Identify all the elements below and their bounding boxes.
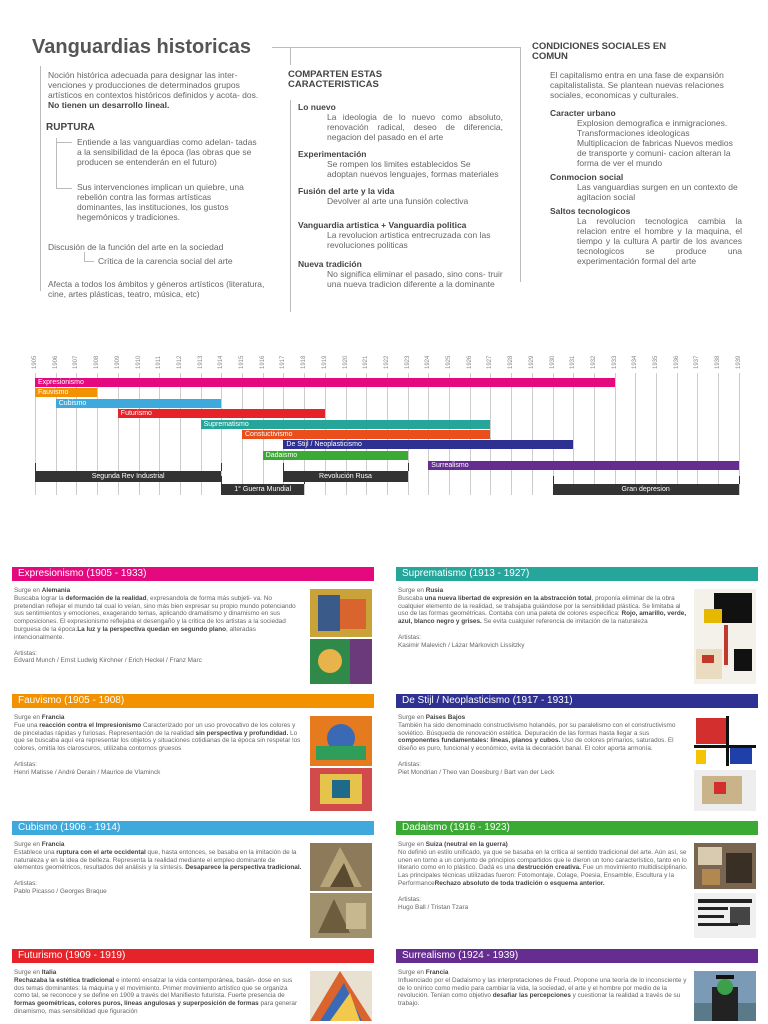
card-artists-label: Artistas:: [398, 895, 422, 903]
timeline-year-label: 1907: [73, 355, 80, 369]
timeline-year-tick: [615, 373, 616, 495]
timeline-event-marker: [553, 476, 554, 484]
card-artwork: [694, 843, 756, 938]
card-artists-label: Artistas:: [14, 760, 38, 768]
card-title: Fauvismo (1905 - 1908): [12, 694, 374, 708]
timeline-year-label: 1917: [280, 355, 287, 369]
movement-cards: [0, 560, 768, 1024]
timeline-event-bar: Gran depresion: [553, 484, 739, 495]
card-origin-label: Surge en: [14, 969, 42, 976]
spacer: [14, 753, 304, 761]
timeline-year-label: 1928: [508, 355, 515, 369]
timeline-movement-bar: Dadaismo: [263, 451, 408, 460]
card-text: Influenciado por el Dadaismo y las interpretaciones de Freud. Propone una teoría de lo inconsciente y de lo onírico como medio para cambiar la vida, la sociedad, el arte y el hombre por medio de la revolución. Tenían como objetivo: [398, 976, 687, 1000]
intro-text: Noción histórica adecuada para designar las inter- venciones y producciones de determinados grupos artísticos en contextos históricos definidos y acota- dos. No tienen un desarrollo lineal.: [48, 70, 259, 110]
center-connector: [290, 47, 291, 65]
spacer: [398, 888, 688, 896]
card-title: Dadaismo (1916 - 1923): [396, 821, 758, 835]
timeline-year-label: 1931: [570, 355, 577, 369]
card-origin: Paises Bajos: [425, 714, 466, 721]
card-text: que, hasta entonces, se basaba en la imitación de la naturaleza y en la idea de belleza. Representa la realidad mediante el empleo dominante de elementos geométricos, resultados del análisis y la síntesis.: [14, 848, 297, 872]
card-highlight: La luz y la perspectiva quedan en segundo plano: [77, 625, 227, 633]
card-origin-label: Surge en: [398, 587, 426, 594]
timeline-event-bar: Revolución Rusa: [283, 471, 407, 482]
card-body: [14, 587, 304, 665]
condicion-title: Conmocion social: [550, 172, 624, 182]
timeline: [0, 345, 768, 505]
timeline-year-label: 1934: [632, 355, 639, 369]
card-text: Se evita cualquier referencia de imitación de la naturaleza: [481, 618, 648, 626]
timeline-year-tick: [490, 373, 491, 495]
timeline-year-label: 1920: [342, 355, 349, 369]
timeline-event-marker: [739, 476, 740, 484]
caracteristica-text: No significa eliminar el pasado, sino cons- truir una nueva tradicion diferente a la dominante: [327, 269, 503, 289]
timeline-year-label: 1921: [363, 355, 370, 369]
caracteristicas-heading: COMPARTEN ESTAS CARACTERISTICAS: [288, 69, 383, 90]
timeline-year-label: 1924: [425, 355, 432, 369]
timeline-event-marker: [221, 476, 222, 484]
timeline-year-label: 1909: [114, 355, 121, 369]
card-artwork: [694, 589, 756, 684]
card-highlight: una nueva libertad de expresión en la abstracción total: [424, 594, 592, 602]
timeline-year-tick: [573, 373, 574, 495]
timeline-year-label: 1930: [549, 355, 556, 369]
timeline-year-label: 1935: [653, 355, 659, 369]
timeline-movement-bar: Fauvismo: [35, 388, 97, 397]
timeline-event-marker: [283, 463, 284, 471]
card-origin: Francia: [41, 714, 65, 721]
card-origin-label: Surge en: [398, 969, 426, 976]
card-text: Buscaba lograr la: [14, 594, 66, 602]
card-highlight: Desaparece la perspectiva tradicional.: [185, 864, 302, 872]
page-title: Vanguardias historicas: [32, 36, 251, 58]
caracteristica-title: Lo nuevo: [298, 102, 336, 112]
card-title: De Stijl / Neoplasticismo (1917 - 1931): [396, 694, 758, 708]
card-origin: Italia: [41, 969, 57, 976]
card-title: Futurismo (1909 - 1919): [12, 949, 374, 963]
condiciones-list: [532, 70, 742, 266]
card-text: Uso de colores primarios, saturados. El diseño es puro, funcional y económico, evita la decoración banal. El color aporta armonía.: [398, 737, 674, 753]
card-origin-label: Surge en: [398, 841, 426, 848]
timeline-year-label: 1916: [259, 355, 266, 369]
card-title: Cubismo (1906 - 1914): [12, 821, 374, 835]
timeline-year-label: 1915: [239, 355, 245, 369]
condiciones-intro: El capitalismo entra en una fase de expansión capitalistalista. Se plantean nuevas relaciones sociales, economicas y culturales.: [550, 70, 724, 100]
card-text: para generar dinamismo, mas sensibilidad que figuración: [14, 1000, 298, 1015]
card-text: , proponía eliminar de la obra cualquier elemento de la realidad, se trabajaba guiándose por la sensibilidad plástica. Se limitaba al uso de las formas geométricas. Contaba con una paleta de colores especifica:: [398, 594, 681, 618]
timeline-event-bar: Segunda Rev Industrial: [35, 471, 221, 482]
card-text: e intentó ensalzar la vida contemporánea, basán- dose en sus dos temas dominantes: la máquina y el movimiento. Primer movimiento artístico que se organiza como tal, se reconoce y se define en 1909 a través del Manifiesto futurista. Fuerte presencia de: [14, 976, 293, 1000]
timeline-year-label: 1929: [528, 355, 535, 369]
condicion-text: Explosion demografica e inmigraciones. Transformaciones ideologicas Multiplicacion de fabricas Nuevos medios de transporte y comuni- cacion alteran la forma de ver el mundo: [577, 118, 733, 168]
card-highlight: Rechazaba la estética tradicional: [14, 976, 115, 984]
timeline-year-label: 1939: [735, 355, 742, 369]
card-artwork: [694, 716, 756, 811]
card-artists: Pablo Picasso / Georges Braque: [14, 887, 107, 895]
card-body: [14, 969, 304, 1016]
card-artists: Kasimir Malevich / Lázar Márkovich Lissitzky: [398, 641, 525, 649]
card-highlight: reacción contra el Impresionismo: [39, 721, 142, 729]
card-body: [398, 587, 688, 650]
card-text: Caracterizado por un uso provocativo de los colores y de pinceladas rápidas y furiosas. Representación de la realidad: [14, 721, 296, 737]
timeline-movement-bar: Cubismo: [56, 399, 222, 408]
timeline-event-bar: 1° Guerra Mundial: [221, 484, 304, 495]
ruptura-heading: RUPTURA: [46, 122, 95, 133]
timeline-year-label: 1919: [321, 355, 328, 369]
card-highlight: Rechazo absoluto de toda tradición o esquema anterior.: [434, 879, 605, 887]
card-title: Suprematismo (1913 - 1927): [396, 567, 758, 581]
card-artists-label: Artistas:: [398, 760, 422, 768]
timeline-year-label: 1938: [715, 355, 722, 369]
caracteristica-text: Se rompen los limites establecidos Se adoptan nuevos lenguajes, formas materiales: [327, 159, 499, 179]
timeline-year-label: 1933: [611, 355, 618, 369]
timeline-year-label: 1936: [673, 355, 680, 369]
card-title: Surrealismo (1924 - 1939): [396, 949, 758, 963]
card-highlight: ruptura con el arte occidental: [56, 848, 146, 856]
card-artwork: [310, 589, 372, 684]
card-text: Establece una: [14, 848, 57, 856]
timeline-year-tick: [532, 373, 533, 495]
right-connector: [520, 47, 521, 282]
caracteristica-text: Devolver al arte una funsión colectiva: [327, 196, 469, 206]
timeline-year-tick: [594, 373, 595, 495]
timeline-year-label: 1932: [590, 355, 597, 369]
card-text: , expresandola de forma más subjeti- va. No pretendían reflejar el mundo tal cual lo veían, sino más bien expresar su propio mundo potenciando sus sentimientos y emociones, exagerando temas, aplicando dramatismo y dinamismo en sus composiciones. El expresionismo reflejaba el desengaño y la critica de los artistas a la sociedad burguesa de la época.: [14, 594, 296, 633]
card-artists: Hugo Ball / Tristan Tzara: [398, 903, 469, 911]
card-origin: Suiza (neutral en la guerra): [425, 841, 508, 848]
timeline-year-label: 1937: [694, 355, 701, 369]
condicion-text: La revolucion tecnologica cambia la relacion entre el hombre y la maquina, el tiempo y la cultura A partir de los avances tecnologicos se produce una experimentación formal del arte: [577, 216, 742, 266]
condiciones-heading: CONDICIONES SOCIALES EN COMUN: [532, 41, 667, 62]
card-origin: Rusia: [425, 587, 444, 594]
timeline-year-label: 1922: [383, 355, 390, 369]
card-highlight: Rojo, amarillo, verde, azul, blanco negro y grises.: [398, 610, 687, 626]
timeline-year-tick: [677, 373, 678, 495]
card-origin-label: Surge en: [14, 714, 42, 721]
card-artists-label: Artistas:: [398, 633, 422, 641]
card-body: [14, 841, 304, 896]
ruptura-item-1: Entiende a las vanguardias como adelan- tadas a la sensibilidad de la época (las obras que se producen se entenderán en el futuro): [77, 137, 257, 167]
timeline-year-label: 1911: [156, 356, 163, 369]
card-text: Lo que se buscaba aquí era representar los objetos y situaciones cotidianas de la época sin respetar los colores, omitía los claroscuros, utilizaba contornos gruesos: [14, 729, 301, 753]
discusion-sub: Crítica de la carencia social del arte: [98, 256, 233, 266]
timeline-year-label: 1927: [487, 355, 494, 369]
caracteristica-title: Nueva tradición: [298, 259, 362, 269]
card-origin-label: Surge en: [14, 587, 42, 594]
timeline-year-label: 1913: [197, 355, 204, 369]
card-text: , alteradas intencionalmente.: [14, 625, 256, 641]
condicion-title: Saltos tecnologicos: [550, 206, 631, 216]
spacer: [14, 872, 304, 880]
card-highlight: destrucción creativa.: [517, 864, 581, 872]
card-text: Fue un movimiento multidisciplinario. Las principales técnicas utilizadas fueron: Fotomontaje, Colage, Poesia, Ensamble, Escultura y la Performance: [398, 864, 688, 887]
card-artists: Edvard Munch / Ernst Ludwig Kirchner / Erich Heckel / Franz Marc: [14, 657, 202, 665]
card-artwork: [694, 971, 756, 1021]
timeline-year-label: 1914: [218, 355, 225, 369]
spacer: [398, 626, 688, 634]
timeline-year-label: 1918: [301, 355, 308, 369]
card-artists-label: Artistas:: [14, 880, 38, 888]
card-origin: Alemania: [41, 587, 71, 594]
card-body: [14, 714, 304, 777]
timeline-year-label: 1905: [32, 355, 38, 369]
caracteristica-text: La ideologia de lo nuevo como absoluto, renovación radical, deseo de diferencia, negacion del pasado en el arte: [327, 112, 503, 142]
card-artists: Piet Mondrian / Theo van Doesburg / Bart van der Leck: [398, 768, 555, 776]
timeline-year-tick: [697, 373, 698, 495]
timeline-year-tick: [718, 373, 719, 495]
left-connector: [40, 66, 41, 291]
timeline-event-marker: [221, 463, 222, 471]
timeline-year-label: 1923: [404, 355, 411, 369]
timeline-event-marker: [408, 463, 409, 471]
card-highlight: sin perspectiva y profundidad.: [195, 729, 289, 737]
timeline-year-label: 1906: [52, 355, 59, 369]
card-text: También ha sido denominado constructivismo holandés, por su paralelismo con el constructivismo soviético. Búsqueda de renovación estética. Depuración de las formas hasta llegar a sus: [398, 721, 676, 737]
card-artwork: [310, 716, 372, 811]
timeline-year-label: 1912: [176, 355, 183, 369]
card-body: [398, 714, 688, 777]
card-highlight: componentes fundamentales: lineas, planos y cubos.: [398, 737, 561, 745]
card-artists-label: Artistas:: [14, 649, 38, 657]
timeline-event-marker: [35, 463, 36, 471]
timeline-movement-bar: Suprematismo: [201, 420, 491, 429]
timeline-movement-bar: Surrealismo: [428, 461, 739, 470]
card-artwork: [310, 843, 372, 938]
caracteristica-title: Experimentación: [298, 149, 367, 159]
timeline-year-tick: [635, 373, 636, 495]
afecta-text: Afecta a todos los ámbitos y géneros artísticos (literatura, cine, artes plásticas, teatro, música, etc): [48, 279, 265, 299]
discusion-text: Discusión de la función del arte en la sociedad: [48, 242, 224, 252]
card-artists: Henri Matisse / André Derain / Maurice de Vlaminck: [14, 768, 161, 776]
card-title: Expresionismo (1905 - 1933): [12, 567, 374, 581]
card-origin: Francia: [41, 841, 65, 848]
timeline-year-label: 1926: [466, 355, 473, 369]
card-origin: Francia: [425, 969, 449, 976]
timeline-movement-bar: Expresionismo: [35, 378, 615, 387]
center-spine: [290, 100, 291, 312]
condicion-title: Caracter urbano: [550, 108, 616, 118]
ruptura-bracket: [56, 138, 57, 188]
caracteristicas-list: [298, 102, 503, 289]
card-text: No definió un estilo unificado, ya que se basaba en la crítica al sentido tradicional del arte. Aún así, se unen en torno a un conjunto de principios compartidos que le dieron un tono característico, tanto en lo literario como en lo plástico. Dadá es una: [398, 848, 687, 872]
timeline-year-label: 1925: [446, 355, 452, 369]
card-artwork: [310, 971, 372, 1021]
card-highlight: desafiar las percepciones: [492, 992, 571, 1000]
card-body: [398, 841, 688, 911]
timeline-movement-bar: De Stijl / Neoplasticismo: [283, 440, 573, 449]
card-highlight: deformación de la realidad: [65, 594, 147, 602]
card-text: y cuestionar la realidad a través de su trabajo.: [398, 992, 681, 1008]
card-body: [398, 969, 688, 1008]
condicion-text: Las vanguardias surgen en un contexto de agitacion social: [577, 182, 738, 202]
card-origin-label: Surge en: [14, 841, 42, 848]
spacer: [14, 642, 304, 650]
spacer: [398, 753, 688, 761]
timeline-movement-bar: Futurismo: [118, 409, 325, 418]
caracteristica-text: La revolucion artistica entrecruzada con las revoluciones politicas: [327, 230, 491, 250]
ruptura-item-2: Sus intervenciones implican un quiebre, una rebelión contra las formas artísticas dominantes, las instituciones, los gustos hegemónicos y tradiciones.: [77, 182, 244, 222]
title-connector-line: [272, 47, 520, 48]
caracteristica-title: Fusión del arte y la vida: [298, 186, 395, 196]
timeline-year-tick: [656, 373, 657, 495]
card-highlight: formas geométricas, colores puros, lineas angulosas y superposición de formas: [14, 1000, 259, 1008]
timeline-movement-bar: Constuctivismo: [242, 430, 490, 439]
caracteristica-title: Vanguardia artistica + Vanguardia politica: [298, 220, 467, 230]
timeline-year-label: 1910: [135, 355, 142, 369]
timeline-year-label: 1908: [94, 355, 101, 369]
card-origin-label: Surge en: [398, 714, 426, 721]
card-text: Fue una: [14, 721, 40, 729]
card-text: Buscaba: [398, 594, 425, 602]
timeline-year-tick: [511, 373, 512, 495]
